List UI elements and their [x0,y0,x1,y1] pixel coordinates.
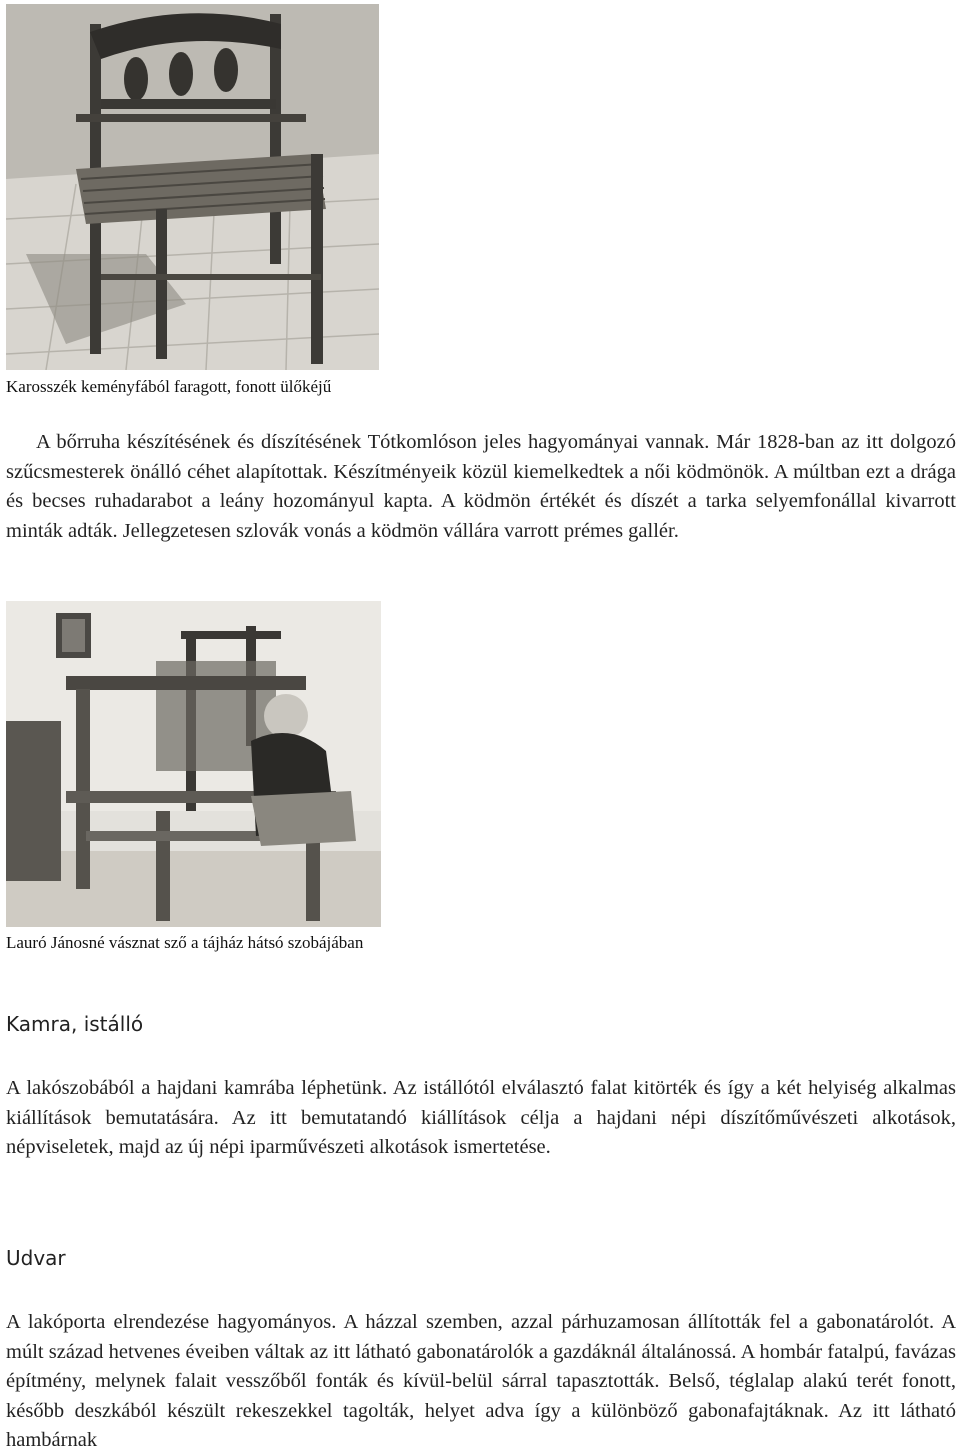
section-heading: Kamra, istálló [6,1012,144,1036]
chair-photo [6,4,379,370]
loom-photo [6,601,381,927]
figure-caption: Lauró Jánosné vásznat sző a tájház hátsó szobájában [6,933,364,952]
body-paragraph: A lakóporta elrendezése hagyományos. A házzal szemben, azzal párhuzamosan állították fel a gabonatárolót. A múlt század hetvenes éveiben váltak az itt látható gabonatárolók a gazdáknál általánossá. A hombár fatalpú, favázas építmény, melynek falait vesszőből fonták és kívül-belül sárral tapasztották. Belső, téglalap alakú terét fonott, később deszkából készült rekeszekkel tagolták, helyet adva így a különböző gabonafajtáknak. Az itt látható hambárnak [6,1311,956,1451]
section-heading: Udvar [6,1246,66,1270]
figure-caption: Karosszék keményfából faragott, fonott ülőkéjű [6,377,332,396]
body-paragraph: A bőrruha készítésének és díszítésének Tótkomlóson jeles hagyományai vannak. Már 1828-ban az itt dolgozó szűcsmesterek önálló céhet alapítottak. Készítményeik közül kiemelkedtek a női ködmönök. A múltban ezt a drága és becses ruhadarabot a leány hozományul kapta. A ködmön értékét és díszét a tarka selyemfonállal kivarrott minták adták. Jellegzetesen szlovák vonás a ködmön vállára varrott prémes gallér. [6,431,956,542]
body-paragraph: A lakószobából a hajdani kamrába léphetünk. Az istállótól elválasztó falat kitörték és így a két helyiség alkalmas kiállítások bemutatására. Az itt bemutatandó kiállítások célja a hajdani népi díszítőművészeti alkotások, népviseletek, majd az új népi iparművészeti alkotások ismertetése. [6,1077,956,1158]
